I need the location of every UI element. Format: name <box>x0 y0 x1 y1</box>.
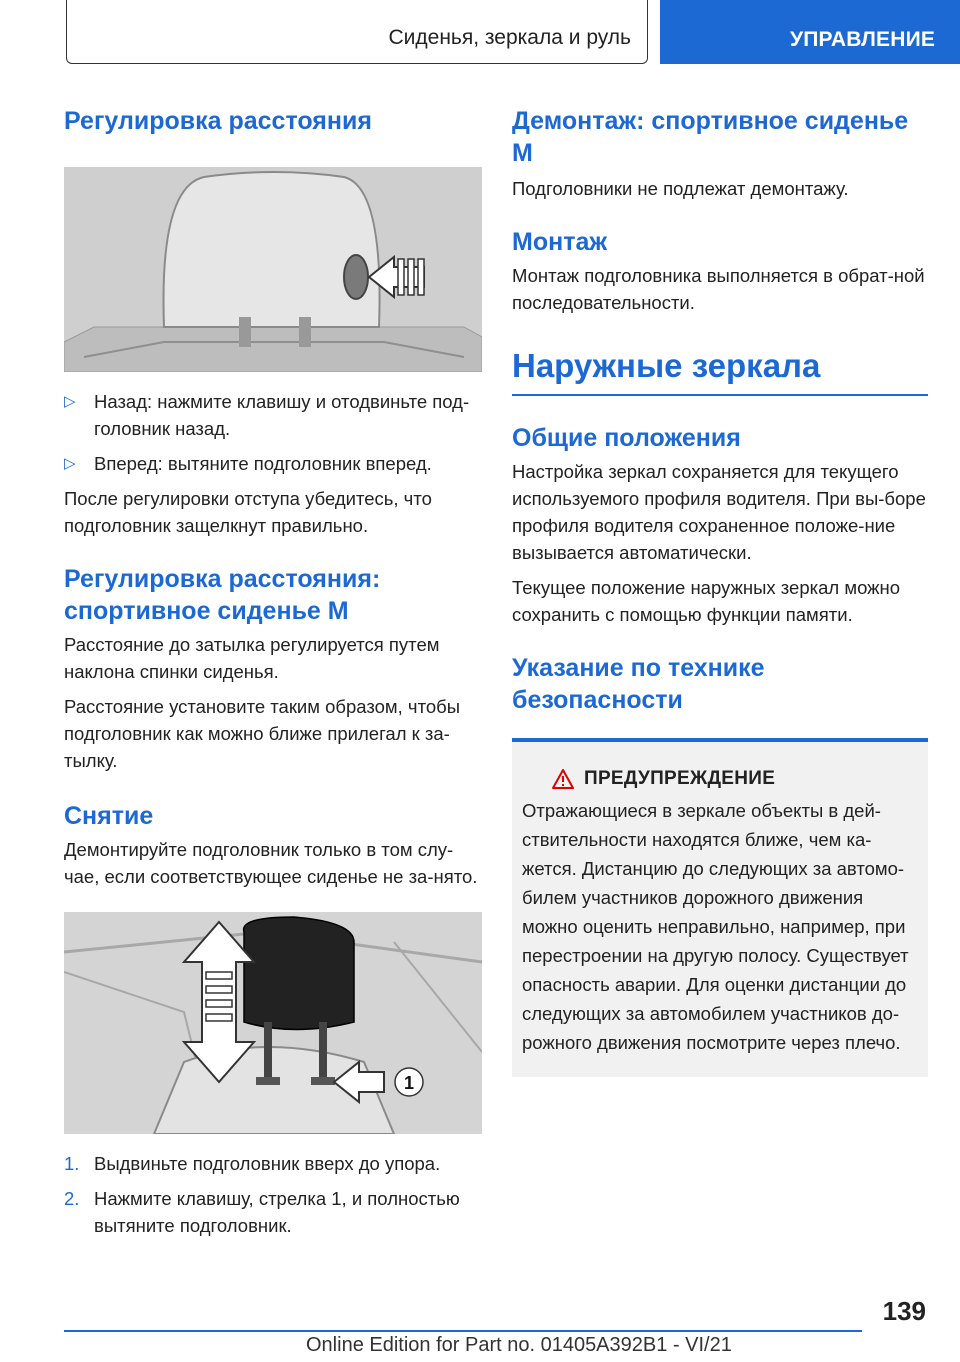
footer-divider <box>64 1330 862 1332</box>
warning-title: ПРЕДУПРЕЖДЕНИЕ <box>584 767 776 789</box>
headrest-removal-drawing <box>64 912 482 1134</box>
callout-number-1: 1 <box>403 1073 415 1093</box>
warning-header <box>552 768 918 790</box>
header-section-tab <box>66 0 648 64</box>
paragraph-general-2: Текущее положение наружных зеркал можно сохранить с помощью функции памяти. <box>512 576 901 625</box>
heading-dismount-m: Демонтаж: спортивное сиденье M <box>512 107 909 167</box>
paragraph-removal: Демонтируйте подголовник только в том слу-чае, если соответствующее сиденье не за-нято. <box>64 839 478 887</box>
bullet-item-back: ▷ Назад: нажмите клавишу и отодвиньте под-головник назад. <box>64 388 482 442</box>
step-text: Выдвиньте подголовник вверх до упора. <box>94 1153 441 1174</box>
step-number: 2. <box>64 1188 80 1209</box>
paragraph-mount: Монтаж подголовника выполняется в обрат-ной последовательности. <box>512 265 925 313</box>
paragraph-m-1: Расстояние до затылка регулируется путем наклона спинки сиденья. <box>64 634 440 682</box>
bullet-marker-icon: ▷ <box>64 455 76 472</box>
warning-text: Отражающиеся в зеркале объекты в дей-ствительности находятся ближе, чем ка-жется. Дистанцию до следующих за автомо-билем участников дорожного движения можно оценить неправильно, например, при перестроении на другую полосу. Существует опасность аварии. Для оценки дистанции до следующих за автомобилем участников до-рожного движения посмотрите через плечо. <box>522 799 909 1053</box>
paragraph-m-2: Расстояние установите таким образом, чтобы подголовник как можно ближе прилегал к за-тылку. <box>64 696 461 771</box>
illustration-headrest-button <box>64 167 482 372</box>
paragraph-dismount: Подголовники не подлежат демонтажу. <box>512 178 849 199</box>
headrest-button-drawing <box>64 167 482 372</box>
page-number: 139 <box>882 1296 926 1326</box>
heading-distance-adjustment-m: Регулировка расстояния: спортивное сиденье M <box>64 565 381 625</box>
step-item-1 <box>64 1150 482 1177</box>
bullet-marker-icon: ▷ <box>64 393 76 410</box>
header-chapter-title: УПРАВЛЕНИЕ <box>790 28 936 51</box>
heading-removal: Снятие <box>64 802 154 830</box>
heading-general: Общие положения <box>512 423 741 452</box>
footer-edition: Online Edition for Part no. 01405A392B1 - VI/21 <box>306 1334 732 1356</box>
section-divider <box>512 394 928 396</box>
warning-triangle-icon <box>552 769 574 789</box>
step-number: 1. <box>64 1153 80 1174</box>
illustration-headrest-removal <box>64 912 482 1134</box>
heading-safety-note: Указание по технике безопасности <box>512 653 765 714</box>
heading-exterior-mirrors: Наружные зеркала <box>512 347 821 384</box>
heading-distance-adjustment: Регулировка расстояния <box>64 107 372 135</box>
left-column <box>64 100 482 1239</box>
header-section-title: Сиденья, зеркала и руль <box>388 26 631 49</box>
bullet-item-forward: ▷ Вперед: вытяните подголовник вперед. <box>64 450 482 477</box>
heading-mount: Монтаж <box>512 228 608 256</box>
step-text: Нажмите клавишу, стрелка 1, и полностью вытяните подголовник. <box>94 1188 460 1236</box>
paragraph-general-1: Настройка зеркал сохраняется для текущего используемого профиля водителя. При вы-боре профиля водителя сохраненное положе-ние вызывается автоматически. <box>512 460 926 563</box>
header-chapter-tab <box>660 0 960 64</box>
right-column <box>512 100 928 1077</box>
warning-box <box>512 738 928 1077</box>
step-item-2 <box>64 1185 482 1239</box>
paragraph-after-adjustment: После регулировки отступа убедитесь, что подголовник защелкнут правильно. <box>64 488 432 536</box>
